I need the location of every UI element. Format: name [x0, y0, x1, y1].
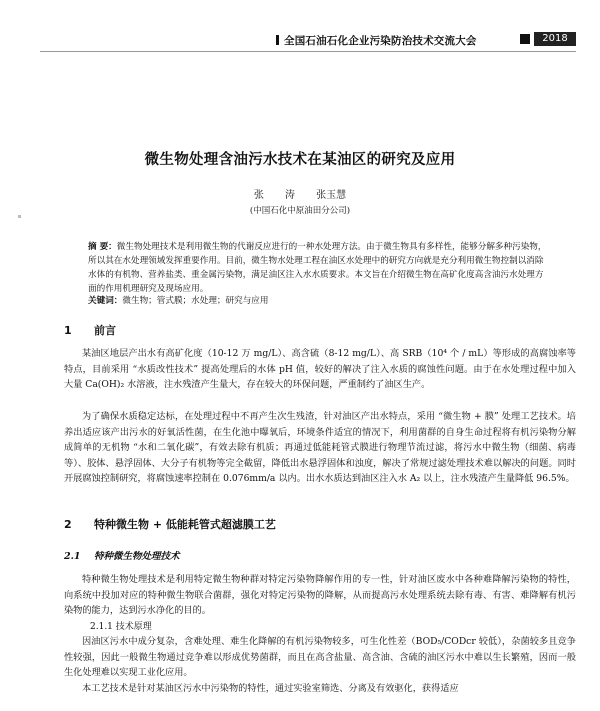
keywords-text: 微生物；管式膜；水处理；研究与应用	[122, 296, 269, 306]
section-2-heading	[64, 516, 276, 532]
header-divider	[40, 51, 576, 52]
subsection-2-1-1-heading: 2.1.1 技术原理	[90, 622, 152, 632]
abstract-label: 摘 要：	[88, 242, 117, 252]
conference-header: 全国石油石化企业污染防治技术交流大会	[284, 35, 477, 47]
paper-authors: 张 涛 张玉慧	[253, 190, 347, 201]
paragraph: 特种微生物处理技术是利用特定微生物种群对特定污染物降解作用的专一性，针对油区废水中各种难降解污染物的特性，向系统中投加对应的特种微生物联合菌群，强化对特定污染物的降解，从而提高污水处理系统去除有毒、有害、难降解有机污染物的能力，达到污水净化的目的。	[64, 574, 576, 617]
section-title: 前言	[94, 324, 116, 337]
paragraph: 某油区地层产出水有高矿化度（10-12 万 mg/L）、高含硫（8-12 mg/L）、高 SRB（10⁴ 个 / mL）等形成的高腐蚀率等特点，目前采用 “水质改性技术” 提高处理后的水体 pH 值，较好的解决了注入水质的腐蚀性问题。由于在水处理过程中加入大量 Ca(OH)₂ 水溶液，注水残渣产生量大，存在较大的环保问题，严重制约了油区生产。	[64, 348, 576, 391]
abstract-text: 微生物处理技术是利用微生物的代谢反应进行的一种水处理方法。由于微生物具有多样性，能够分解多种污染物，所以其在水处理领域发挥重要作用。目前，微生物水处理工程在油区水处理中的研究方向就是充分利用微生物控制以消除水体的有机物、营养盐类、重金属污染物，满足油区注入水水质要求。本文旨在介绍微生物在高矿化度高含油污水处理方面的作用机理研究及现场应用。	[88, 242, 547, 294]
section-number: 2	[64, 518, 72, 531]
paragraph: 本工艺技术是针对某油区污水中污染物的特性，通过实验室筛选、分离及有效驱化，获得适应	[82, 683, 459, 694]
subsection-2-1-heading	[64, 548, 180, 562]
header-year-badge: 2018	[534, 32, 576, 46]
paper-affiliation: (中国石化中原油田分公司)	[249, 206, 351, 216]
keywords	[88, 294, 550, 306]
section-title: 特种微生物 + 低能耗管式超滤膜工艺	[94, 518, 276, 531]
section-1-heading	[64, 322, 116, 338]
keywords-label: 关键词：	[88, 296, 123, 306]
header-marker	[276, 35, 279, 45]
paragraph: 为了确保水质稳定达标，在处理过程中不再产生次生残渣，针对油区产出水特点，采用 “微生物 + 膜” 处理工艺技术。培养出适应该产出污水的好氧活性菌，在生化池中曝氧后，环境条件适宜的情况下，利用菌群的自身生命过程将有机污染物分解成简单的无机物 “水和二氧化碳”，有效去除有机质；再通过低能耗管式膜进行物理节流过滤，将污水中微生物（细菌、病毒等）、胶体、悬浮固体、大分子有机物等完全截留，降低出水悬浮固体和浊度，解决了常规过滤处理技术难以解决的问题。同时开展腐蚀控制研究，将腐蚀速率控制在 0.076mm/a 以内。出水水质达到油区注入水 A₂ 以上，注水残渣产生量降低 96.5%。	[64, 411, 576, 485]
abstract	[88, 240, 550, 296]
subsection-title: 特种微生物处理技术	[94, 551, 180, 562]
paper-title: 微生物处理含油污水技术在某油区的研究及应用	[144, 152, 456, 168]
subsection-number: 2.1	[64, 551, 81, 562]
paragraph: 因油区污水中成分复杂，含难处理、难生化降解的有机污染物较多，可生化性差（BOD₅/CODcr 较低），杂菌较多且竞争性较强，因此一般微生物通过竞争难以形成优势菌群，而且在高含盐量、高含油、含硫的油区污水中难以生长繁殖，因而一般生化处理难以实现工业化应用。	[64, 636, 576, 679]
section-number: 1	[64, 324, 72, 337]
header-square-icon	[520, 34, 530, 44]
